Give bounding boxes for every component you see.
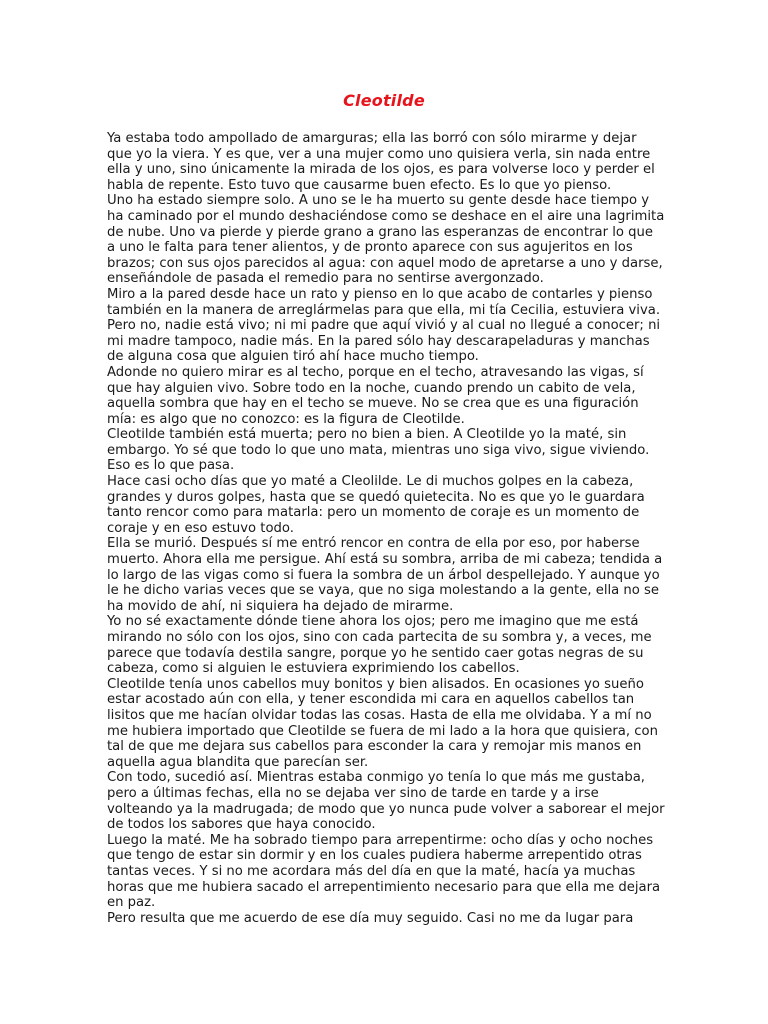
- paragraph: Adonde no quiero mirar es al techo, porque en el techo, atravesando las vigas, sí que hay alguien vivo. Sobre todo en la noche, cuando prendo un cabito de vela, aquella sombra que hay en el techo se mueve. No se crea que es una figuración mía: es algo que no conozco: es la figura de Cleotilde.: [107, 364, 644, 427]
- paragraph: Uno ha estado siempre solo. A uno se le ha muerto su gente desde hace tiempo y ha caminado por el mundo deshaciéndose como se deshace en el aire una lagrimita de nube. Uno va pierde y pierde grano a grano las esperanzas de encontrar lo que a uno le falta para tener alientos, y de pronto aparece con sus agujeritos en los brazos; con sus ojos parecidos al agua: con aquel modo de apretarse a uno y darse, enseñándole de pasada el remedio para no sentirse avergonzado.: [107, 193, 665, 287]
- paragraph: Ya estaba todo ampollado de amarguras; ella las borró con sólo mirarme y dejar que yo la viera. Y es que, ver a una mujer como uno quisiera verla, sin nada entre ella y uno, sino únicamente la mirada de los ojos, es para volverse loco y perder el habla de repente. Esto tuvo que causarme buen efecto. Es lo que yo pienso.: [107, 131, 655, 193]
- paragraph: Luego la maté. Me ha sobrado tiempo para arrepentirme: ocho días y ocho noches que tengo de estar sin dormir y en los cuales pudiera haberme arrepentido otras tantas veces. Y si no me acordara más del día en que la maté, hacía ya muchas horas que me hubiera sacado el arrepentimiento necesario para que ella me dejara en paz.: [107, 832, 661, 911]
- paragraph: Pero resulta que me acuerdo de ese día muy seguido. Casi no me da lugar para: [107, 910, 634, 926]
- document-title: Cleotilde: [343, 91, 425, 110]
- paragraph: Hace casi ocho días que yo maté a Cleolilde. Le di muchos golpes en la cabeza, grandes y duros golpes, hasta que se quedó quietecita. No es que yo le guardara tanto rencor como para matarla: pero un momento de coraje es un momento de coraje y en eso estuvo todo.: [107, 474, 645, 536]
- paragraph: Cleotilde también está muerta; pero no bien a bien. A Cleotilde yo la maté, sin embargo. Yo sé que todo lo que uno mata, mientras uno siga vivo, sigue viviendo. Eso es lo que pasa.: [107, 427, 650, 474]
- paragraph: Yo no sé exactamente dónde tiene ahora los ojos; pero me imagino que me está mirando no sólo con los ojos, sino con cada partecita de su sombra y, a veces, me parece que todavía destila sangre, porque yo he sentido caer gotas negras de su cabeza, como si alguien le estuviera exprimiendo los cabellos.: [107, 614, 652, 677]
- document-body: [107, 131, 665, 926]
- paragraph: Con todo, sucedió así. Mientras estaba conmigo yo tenía lo que más me gustaba, pero a últimas fechas, ella no se dejaba ver sino de tarde en tarde y a irse volteando ya la madrugada; de modo que yo nunca pude volver a saborear el mejor de todos los sabores que haya conocido.: [107, 770, 665, 833]
- paragraph: Ella se murió. Después sí me entró rencor en contra de ella por eso, por haberse muerto. Ahora ella me persigue. Ahí está su sombra, arriba de mi cabeza; tendida a lo largo de las vigas como si fuera la sombra de un árbol despellejado. Y aunque yo le he dicho varias veces que se vaya, que no siga molestando a la gente, ella no se ha movido de ahí, ni siquiera ha dejado de mirarme.: [107, 536, 663, 614]
- paragraph: Miro a la pared desde hace un rato y pienso en lo que acabo de contarles y pienso también en la manera de arreglármelas para que ella, mi tía Cecilia, estuviera viva. Pero no, nadie está vivo; ni mi padre que aquí vivió y al cual no llegué a conocer; ni mi madre tampoco, nadie más. En la pared sólo hay descarapeladuras y manchas de alguna cosa que alguien tiró ahí hace mucho tiempo.: [107, 286, 661, 365]
- paragraph: Cleotilde tenía unos cabellos muy bonitos y bien alisados. En ocasiones yo sueño estar acostado aún con ella, y tener escondida mi cara en aquellos cabellos tan lisitos que me hacían olvidar todas las cosas. Hasta de ella me olvidaba. Y a mí no me hubiera importado que Cleotilde se fuera de mi lado a la hora que quisiera, con tal de que me dejara sus cabellos para esconder la cara y remojar mis manos en aquella agua blandita que parecían ser.: [107, 676, 658, 770]
